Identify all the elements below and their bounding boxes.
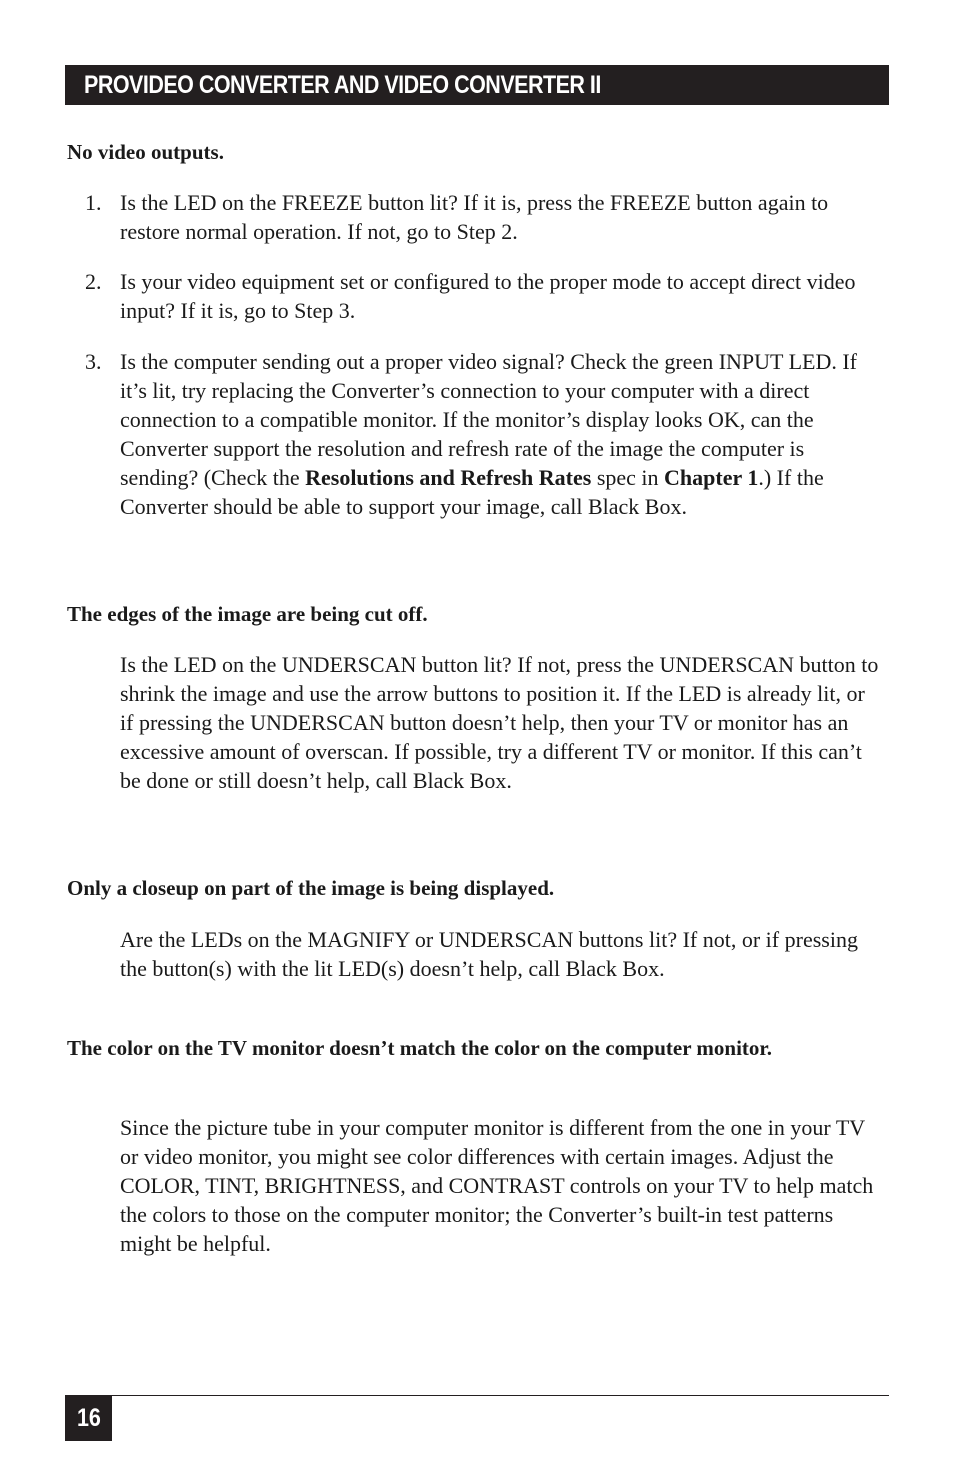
list-item-step-1 <box>85 188 885 246</box>
list-item-step-3 <box>85 347 885 521</box>
list-item-step-2 <box>85 267 885 325</box>
page-header-title: PROVIDEO CONVERTER AND VIDEO CONVERTER II <box>84 70 601 99</box>
section-paragraph: Since the picture tube in your computer monitor is different from the one in your TV or video monitor, you might see color differences with certain images. Adjust the COLOR, TINT, BRIGHTNESS, and CONTRAST controls on your TV to help match the colors to those on the computer monitor; the Converter’s built-in test patterns might be helpful. <box>120 1115 874 1256</box>
step-text-part: Is the computer sending out a proper video signal? Check the green INPUT LED. If it’s lit, try replacing the Converter’s connection to your computer with a direct connection to a compatible monitor. If the monitor’s display looks OK, can the Converter support the resolution and refresh rate of the image the computer is sending? (Check the <box>120 349 857 490</box>
footer-divider <box>65 1395 889 1396</box>
bold-reference-chapter: Chapter 1 <box>664 465 759 490</box>
step-number: 3. <box>85 349 102 374</box>
step-number: 2. <box>85 269 102 294</box>
bold-reference-resolutions: Resolutions and Refresh Rates <box>305 465 592 490</box>
section-heading-closeup: Only a closeup on part of the image is being displayed. <box>67 876 555 900</box>
step-text: Is the LED on the FREEZE button lit? If it is, press the FREEZE button again to restore normal operation. If not, go to Step 2. <box>120 190 829 244</box>
section-heading-no-video: No video outputs. <box>67 140 224 164</box>
page-number-box <box>65 1396 112 1441</box>
step-text-part: spec in <box>591 465 665 490</box>
section-paragraph: Are the LEDs on the MAGNIFY or UNDERSCAN buttons lit? If not, or if pressing the button(s) with the lit LED(s) doesn’t help, call Black Box. <box>120 927 858 981</box>
step-text-part: .) If the Converter should be able to support your image, call Black Box. <box>120 465 824 519</box>
section-heading-color-mismatch: The color on the TV monitor doesn’t match the color on the computer monitor. <box>67 1036 773 1060</box>
step-text <box>120 347 885 521</box>
step-number: 1. <box>85 190 102 215</box>
page-number: 16 <box>76 1404 101 1432</box>
section-paragraph: Is the LED on the UNDERSCAN button lit? If not, press the UNDERSCAN button to shrink the image and use the arrow buttons to position it. If the LED is already lit, or if pressing the UNDERSCAN button doesn’t help, then your TV or monitor has an excessive amount of overscan. If possible, try a different TV or monitor. If this can’t be done or still doesn’t help, call Black Box. <box>120 652 879 793</box>
section-heading-edges-cut-off: The edges of the image are being cut off. <box>67 602 428 626</box>
step-text: Is your video equipment set or configured to the proper mode to accept direct video input? If it is, go to Step 3. <box>120 269 856 323</box>
header-bar <box>65 65 889 105</box>
